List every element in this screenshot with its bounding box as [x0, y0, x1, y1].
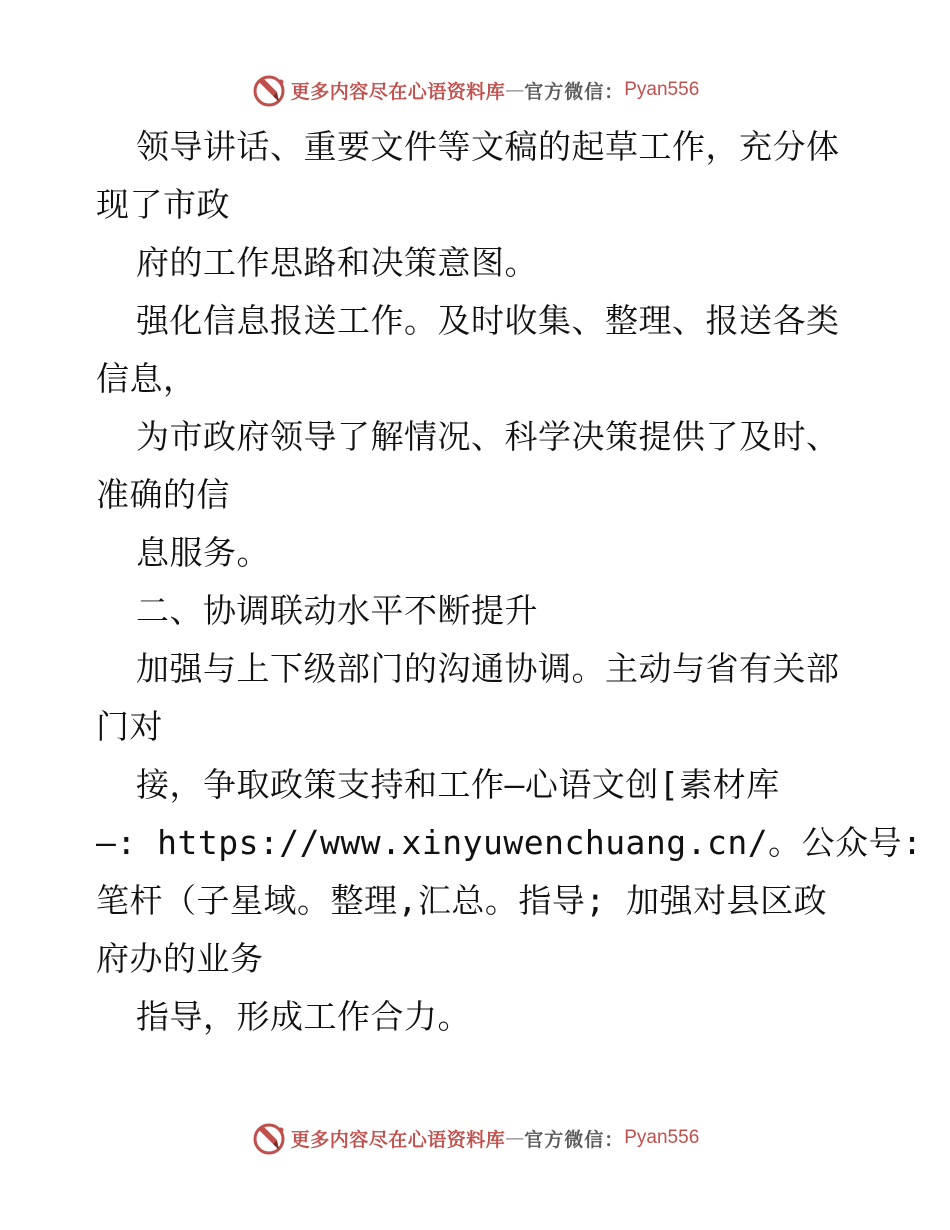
pen-logo-icon [251, 72, 287, 108]
text-line: 二、协调联动水平不断提升 [136, 591, 538, 630]
footer-wechat-id: Pyan556 [624, 1127, 700, 1148]
header-wechat-id: Pyan556 [624, 79, 700, 100]
footer-banner [0, 1118, 950, 1158]
text-line: 府的工作思路和决策意图。 [136, 243, 538, 282]
text-line: 府办的业务 [96, 939, 264, 978]
text-line: 门对 [96, 707, 163, 746]
text-line: —: https://www.xinyuwenchuang.cn/。公众号: [96, 823, 923, 862]
text-line: 强化信息报送工作。及时收集、整理、报送各类 [136, 301, 840, 340]
text-line: 笔杆（子星域。整理,汇总。指导; 加强对县区政 [96, 881, 828, 920]
text-line: 指导，形成工作合力。 [136, 997, 471, 1036]
document-body [96, 118, 923, 1046]
text-line: 接，争取政策支持和工作—心语文创[素材库 [136, 765, 780, 804]
text-line: 现了市政 [96, 185, 230, 224]
text-line: 准确的信 [96, 475, 230, 514]
header-wechat-label: 官方微信： [524, 80, 625, 103]
header-banner [0, 70, 950, 110]
footer-wechat-label: 官方微信： [524, 1128, 625, 1151]
text-line: 加强与上下级部门的沟通协调。主动与省有关部 [136, 649, 840, 688]
text-line: 领导讲话、重要文件等文稿的起草工作，充分体 [136, 127, 840, 166]
text-line: 为市政府领导了解情况、科学决策提供了及时、 [136, 417, 840, 456]
text-line: 信息， [96, 359, 197, 398]
footer-dash: — [505, 1127, 525, 1149]
pen-logo-icon [251, 1120, 287, 1156]
text-line: 息服务。 [136, 533, 270, 572]
header-site-name: 更多内容尽在心语资料库 [290, 80, 506, 103]
header-dash: — [505, 79, 525, 101]
footer-site-name: 更多内容尽在心语资料库 [290, 1128, 506, 1151]
